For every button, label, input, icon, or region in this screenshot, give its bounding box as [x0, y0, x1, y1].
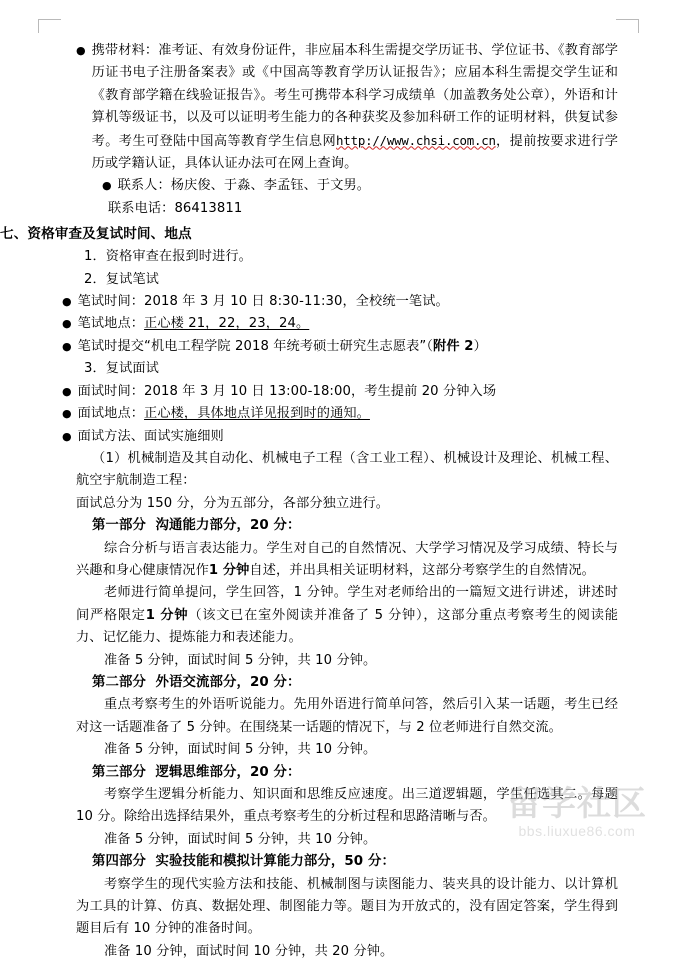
contact-people-paragraph: [118, 175, 618, 197]
written-exam-place-body: [78, 313, 618, 335]
materials-text-before-url: 准考证、有效身份证件，非应届本科生需提交学历证书、学位证书、《教育部学历证书电子注册备案表》或《中国高等教育学历认证报告》；应届本科生需提交学生证和《教育部学籍在线验证报告》。考生可携带本科学习成绩单（加盖教务处公章），外语和计算机等级证书，以及可以证明考生能力的各种获奖及参加科研工作的证明材料，供复试参考。考生可登陆中国高等教育学生信息网: [91, 43, 619, 149]
written-exam-time-paragraph: [78, 291, 618, 313]
part-1-p1-text-b: 自述，并出具相关证明材料，这部分考察学生的自然情况。: [249, 562, 595, 578]
written-exam-time-label: 笔试时间：: [77, 294, 145, 310]
bullet-icon: ●: [62, 384, 72, 398]
watermark-brand-text: 留学社区: [507, 784, 647, 824]
part-1-score: 20 分：: [249, 518, 301, 534]
part-1-p1-emphasis: 1 分钟: [208, 562, 250, 578]
contact-people-names: 杨庆俊、于淼、李孟钰、于文男。: [170, 178, 371, 194]
part-4-timing: 准备 10 分钟，面试时间 10 分钟，共 20 分钟。: [104, 943, 394, 959]
materials-paragraph: [92, 40, 618, 175]
list-item-written-exam-submit: [62, 336, 618, 358]
interview-place-paragraph: [78, 403, 618, 425]
part-4-body: 考察学生的现代实验方法和技能、机械制图与读图能力、装夹具的设计能力、以计算机为工具的计算、仿真、数据处理、制图能力等。题目为开放式的，没有固定答案，学生得到题目后有 10 分钟的准备时间。: [76, 876, 618, 937]
part-2-name: 第二部分: [92, 674, 146, 690]
bullet-icon: ●: [102, 179, 112, 193]
total-score-paragraph: 面试总分为 150 分，分为五部分，各部分独立进行。: [76, 495, 390, 511]
part-3-name: 第三部分: [92, 764, 146, 780]
numbered-item-3: 3．复试面试: [84, 361, 159, 377]
interview-method-body: [78, 426, 618, 448]
part-2-score: 20 分：: [249, 674, 301, 690]
part-2-body: 重点考察考生的外语听说能力。先用外语进行简单问答，然后引入某一话题，考生已经对这一话题准备了 5 分钟。在围绕某一话题的情况下，与 2 位老师进行自然交流。: [76, 697, 618, 735]
part-2-timing: 准备 5 分钟，面试时间 5 分钟，共 10 分钟。: [104, 742, 377, 758]
section-heading-seven: 七、资格审查及复试时间、地点: [0, 226, 192, 243]
interview-time-paragraph: [78, 381, 618, 403]
part-heading-1: [92, 515, 618, 537]
bullet-icon: ●: [62, 317, 72, 331]
chsi-url-link[interactable]: http://www.chsi.com.cn: [336, 132, 496, 148]
part-4-name: 第四部分: [92, 854, 146, 870]
written-exam-time-body: [78, 291, 618, 313]
part-1-name: 第一部分: [92, 518, 146, 534]
part-heading-2: [92, 672, 618, 694]
part-1-p1-text-a: 综合分析与语言表达能力。学生对自己的自然情况、大学学习情况及学习成绩、特长与兴趣和身心健康情况作: [76, 540, 618, 578]
list-item-written-exam-place: [62, 313, 618, 335]
materials-text-after-url: ，提前按要求进行学历或学籍认证，具体认证办法可在网上查询。: [91, 133, 618, 172]
page-corner-mark-top-right: [616, 19, 639, 33]
written-exam-submit-body: [78, 336, 618, 358]
written-exam-submit-paragraph: [78, 336, 618, 358]
contact-people-body: [118, 175, 618, 197]
written-exam-place-paragraph: [78, 313, 618, 335]
numbered-item-1: 1．资格审查在报到时进行。: [84, 249, 252, 265]
written-exam-time-value: 2018 年 3 月 10 日 8:30-11:30，全校统一笔试。: [144, 294, 449, 310]
list-item-written-exam-time: [62, 291, 618, 313]
bullet-icon: ●: [62, 407, 72, 421]
part-1-title: 沟通能力部分，: [155, 518, 250, 534]
part-1-paragraph-2: [76, 582, 618, 649]
contact-phone-value: 86413811: [174, 200, 243, 216]
part-heading-3: [92, 762, 618, 784]
numbered-item-2: 2．复试笔试: [84, 271, 159, 287]
part-3-title: 逻辑思维部分，: [155, 764, 250, 780]
interview-time-body: [78, 381, 618, 403]
interview-place-label: 面试地点：: [77, 406, 145, 422]
part-3-score: 20 分：: [249, 764, 301, 780]
materials-label: 携带材料：: [91, 43, 159, 58]
list-item-materials: [76, 40, 618, 175]
part-1-p2-emphasis: 1 分钟: [145, 607, 189, 623]
interview-time-label: 面试时间：: [77, 383, 145, 399]
majors-list-paragraph: （1）机械制造及其自动化、机械电子工程（含工业工程）、机械设计及理论、机械工程、航空宇航制造工程：: [76, 450, 618, 489]
list-item-interview-method: [62, 426, 618, 448]
watermark-url-text: bbs.liuxue86.com: [518, 823, 636, 839]
contact-phone-line: [108, 198, 618, 220]
bullet-icon: ●: [62, 295, 72, 309]
interview-place-value: 正心楼，具体地点详见报到时的通知。: [144, 406, 370, 422]
interview-method-label: 面试方法、面试实施细则: [77, 428, 224, 444]
interview-time-value: 2018 年 3 月 10 日 13:00-18:00，考生提前 20 分钟入场: [144, 383, 497, 399]
materials-body: [92, 40, 618, 175]
submit-suffix: ）: [473, 338, 487, 354]
written-exam-place-value: 正心楼 21，22，23，24。: [144, 316, 310, 332]
part-2-title: 外语交流部分，: [155, 674, 250, 690]
list-item-interview-time: [62, 381, 618, 403]
part-1-paragraph-1: [76, 538, 618, 583]
contact-phone-label: 联系电话：: [108, 200, 175, 216]
part-1-timing: 准备 5 分钟，面试时间 5 分钟，共 10 分钟。: [104, 652, 377, 668]
written-exam-place-label: 笔试地点：: [77, 316, 145, 332]
part-1-p2-text-a: 老师进行简单提问，学生回答，1 分钟。学生对老师给出的一篇短文进行讲述，讲述时间严格限定: [76, 585, 618, 623]
part-1-p2-text-b: （该文已在室外阅读并准备了 5 分钟），这部分重点考察考生的阅读能力、记忆能力、提炼能力和表述能力。: [76, 607, 619, 646]
bullet-icon: ●: [62, 429, 72, 443]
bullet-icon: ●: [76, 44, 86, 57]
part-3-body: 考察学生逻辑分析能力、知识面和思维反应速度。出三道逻辑题，学生任选其二。每题 10 分。除给出选择结果外，重点考察考生的分析过程和思路清晰与否。: [76, 787, 618, 825]
contact-people-label: 联系人：: [117, 178, 171, 194]
part-4-title: 实验技能和模拟计算能力部分，: [155, 854, 345, 870]
list-item-interview-place: [62, 403, 618, 425]
list-item-contact-people: [102, 175, 618, 197]
part-heading-4: [92, 851, 618, 873]
part-4-score: 50 分：: [344, 854, 395, 870]
document-body: [0, 40, 619, 963]
submit-attachment-ref: 附件 2: [433, 338, 474, 354]
bullet-icon: ●: [62, 339, 72, 353]
part-3-timing: 准备 5 分钟，面试时间 5 分钟，共 10 分钟。: [104, 831, 377, 847]
interview-place-body: [78, 403, 618, 425]
page-corner-mark-top-left: [38, 19, 61, 33]
submit-prefix: 笔试时提交“机电工程学院 2018 年统考硕士研究生志愿表”（: [77, 338, 434, 354]
